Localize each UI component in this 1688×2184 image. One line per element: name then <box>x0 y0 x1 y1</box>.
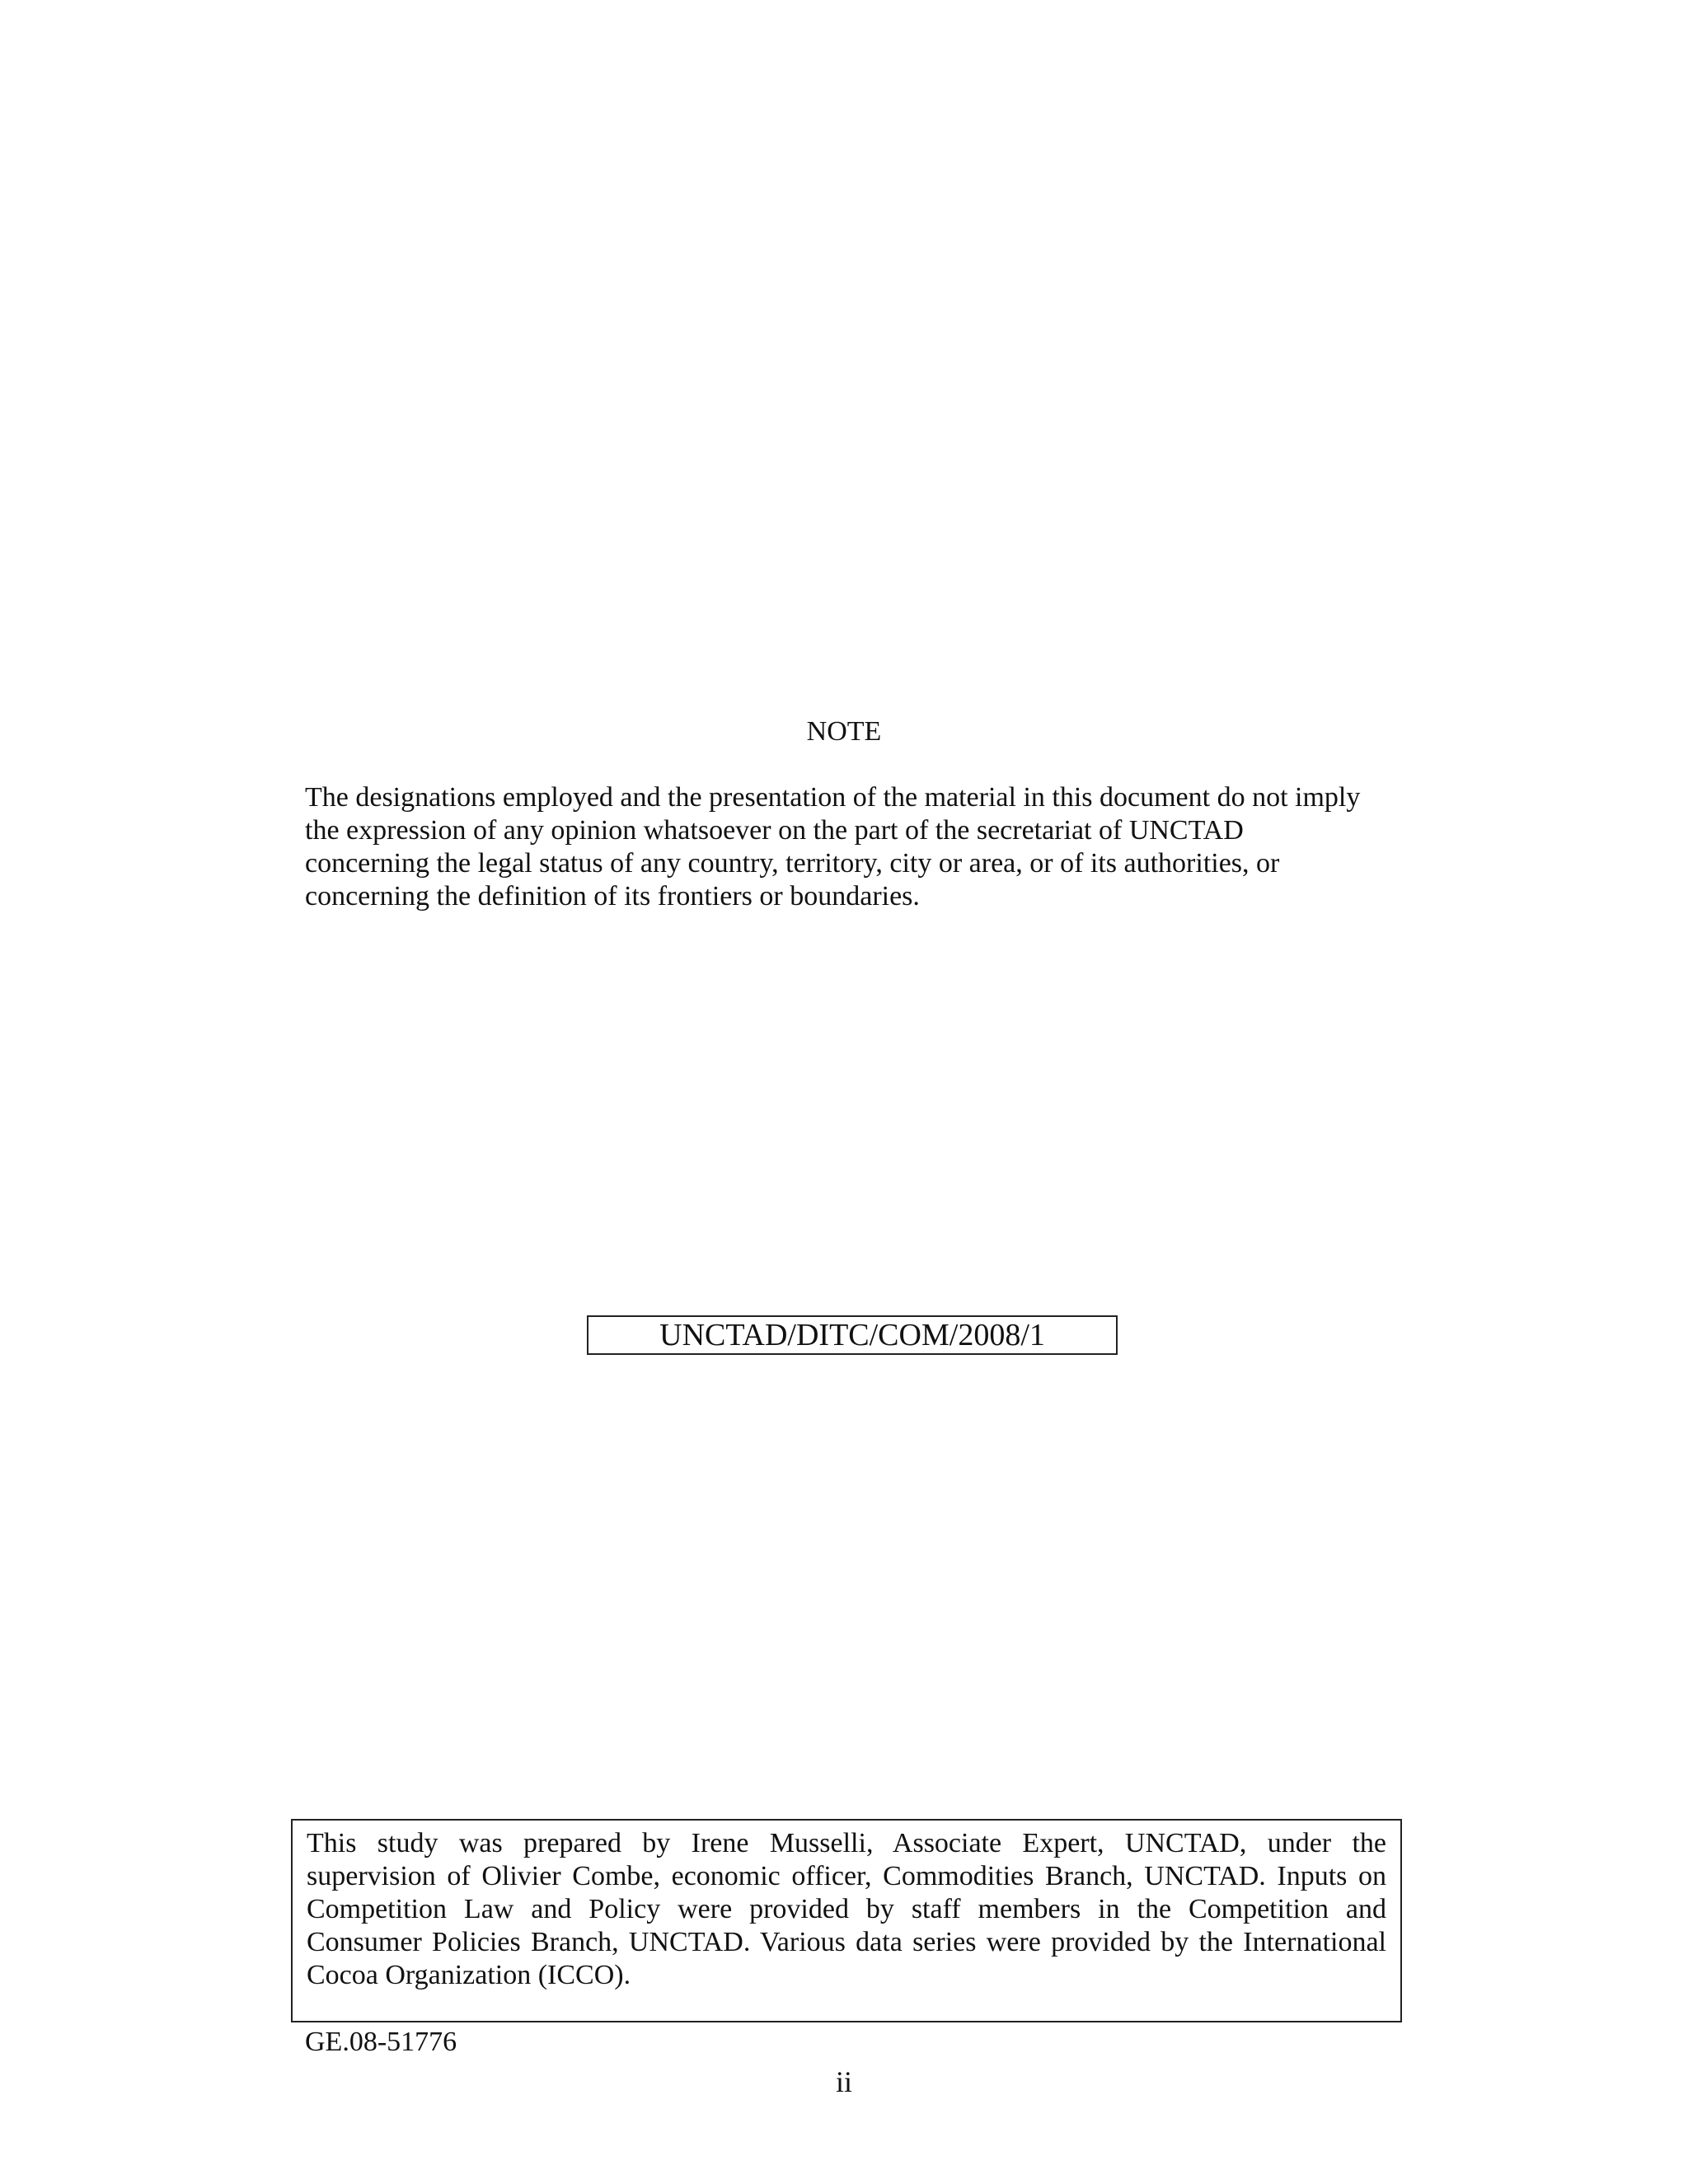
credits-line: Competition Law and Policy were provided by staff members in the Competition and <box>307 1894 1386 1924</box>
credits-box <box>291 1819 1402 2022</box>
page-number: ii <box>835 2065 852 2098</box>
note-line: concerning the legal status of any country, territory, city or area, or of its authorities, or <box>305 848 1280 879</box>
note-line: the expression of any opinion whatsoever on the part of the secretariat of UNCTAD <box>305 815 1244 846</box>
credits-line: Consumer Policies Branch, UNCTAD. Various data series were provided by the International <box>307 1927 1386 1957</box>
note-heading: NOTE <box>806 716 882 747</box>
credits-line: Cocoa Organization (ICCO). <box>307 1960 631 1990</box>
credits-line: This study was prepared by Irene Musselli, Associate Expert, UNCTAD, under the <box>307 1828 1386 1858</box>
note-line: concerning the definition of its frontiers or boundaries. <box>305 881 920 912</box>
document-symbol-box: UNCTAD/DITC/COM/2008/1 <box>587 1315 1118 1355</box>
credits-line: supervision of Olivier Combe, economic officer, Commodities Branch, UNCTAD. Inputs on <box>307 1861 1386 1891</box>
note-paragraph <box>305 781 1393 913</box>
note-line: The designations employed and the presentation of the material in this document do not imply <box>305 782 1361 813</box>
job-number: GE.08-51776 <box>305 2027 457 2057</box>
